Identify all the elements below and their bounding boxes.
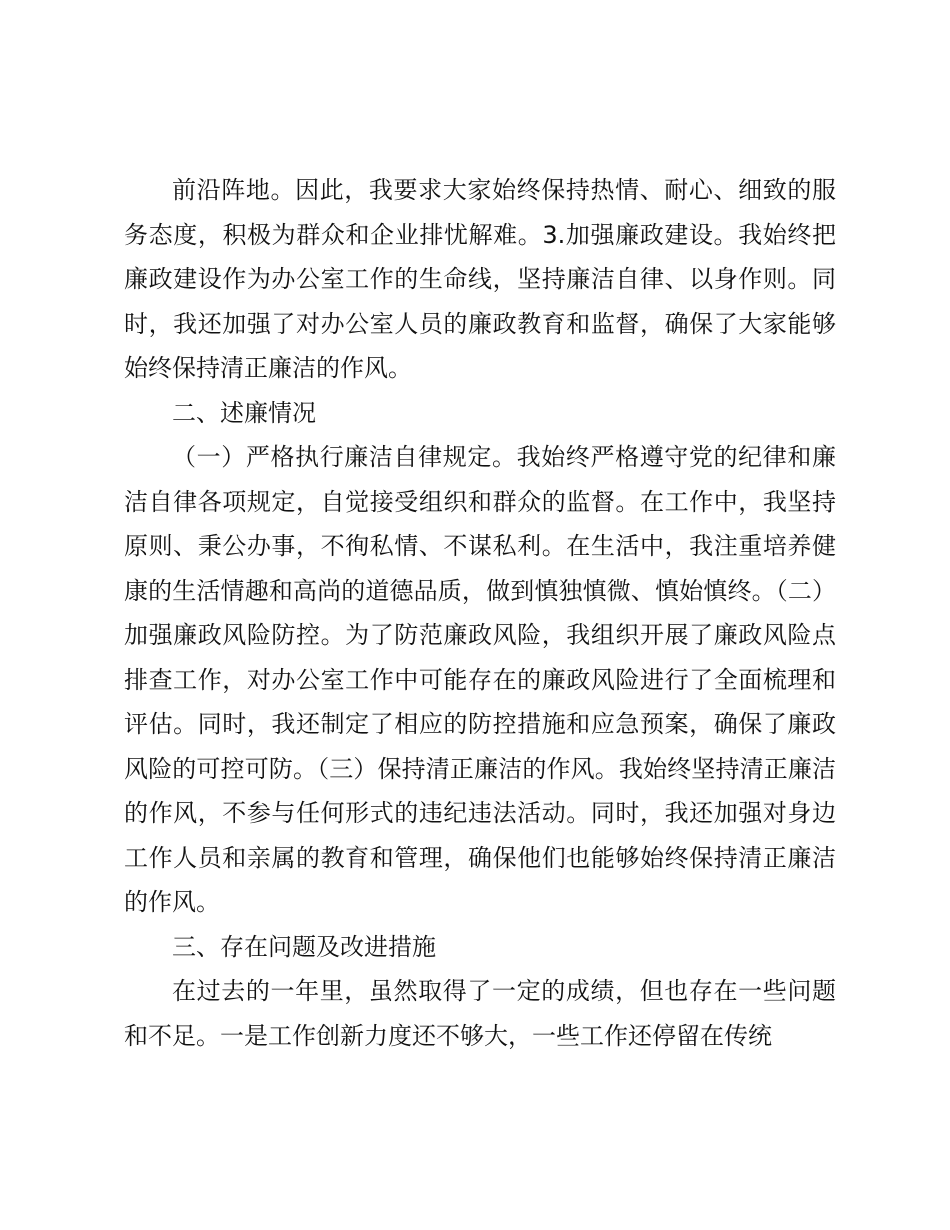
paragraph-problems: 在过去的一年里，虽然取得了一定的成绩，但也存在一些问题和不足。一是工作创新力度还不够大，一些工作还停留在传统: [124, 977, 836, 1050]
document-body: [124, 168, 836, 1058]
paragraph-intro-continuation: 前沿阵地。因此，我要求大家始终保持热情、耐心、细致的服务态度，积极为群众和企业排忧解难。3.加强廉政建设。我始终把廉政建设作为办公室工作的生命线，坚持廉洁自律、以身作则。同时，我还加强了对办公室人员的廉政教育和监督，确保了大家能够始终保持清正廉洁的作风。: [124, 176, 836, 382]
section-heading-2: 二、述廉情况: [172, 398, 316, 427]
section-heading-3: 三、存在问题及改进措施: [172, 932, 436, 961]
paragraph-integrity-details: （一）严格执行廉洁自律规定。我始终严格遵守党的纪律和廉洁自律各项规定，自觉接受组织和群众的监督。在工作中，我坚持原则、秉公办事，不徇私情、不谋私利。在生活中，我注重培养健康的生活情趣和高尚的道德品质，做到慎独慎微、慎始慎终。（二）加强廉政风险防控。为了防范廉政风险，我组织开展了廉政风险点排查工作，对办公室工作中可能存在的廉政风险进行了全面梳理和评估。同时，我还制定了相应的防控措施和应急预案，确保了廉政风险的可控可防。（三）保持清正廉洁的作风。我始终坚持清正廉洁的作风，不参与任何形式的违纪违法活动。同时，我还加强对身边工作人员和亲属的教育和管理，确保他们也能够始终保持清正廉洁的作风。: [124, 443, 836, 916]
